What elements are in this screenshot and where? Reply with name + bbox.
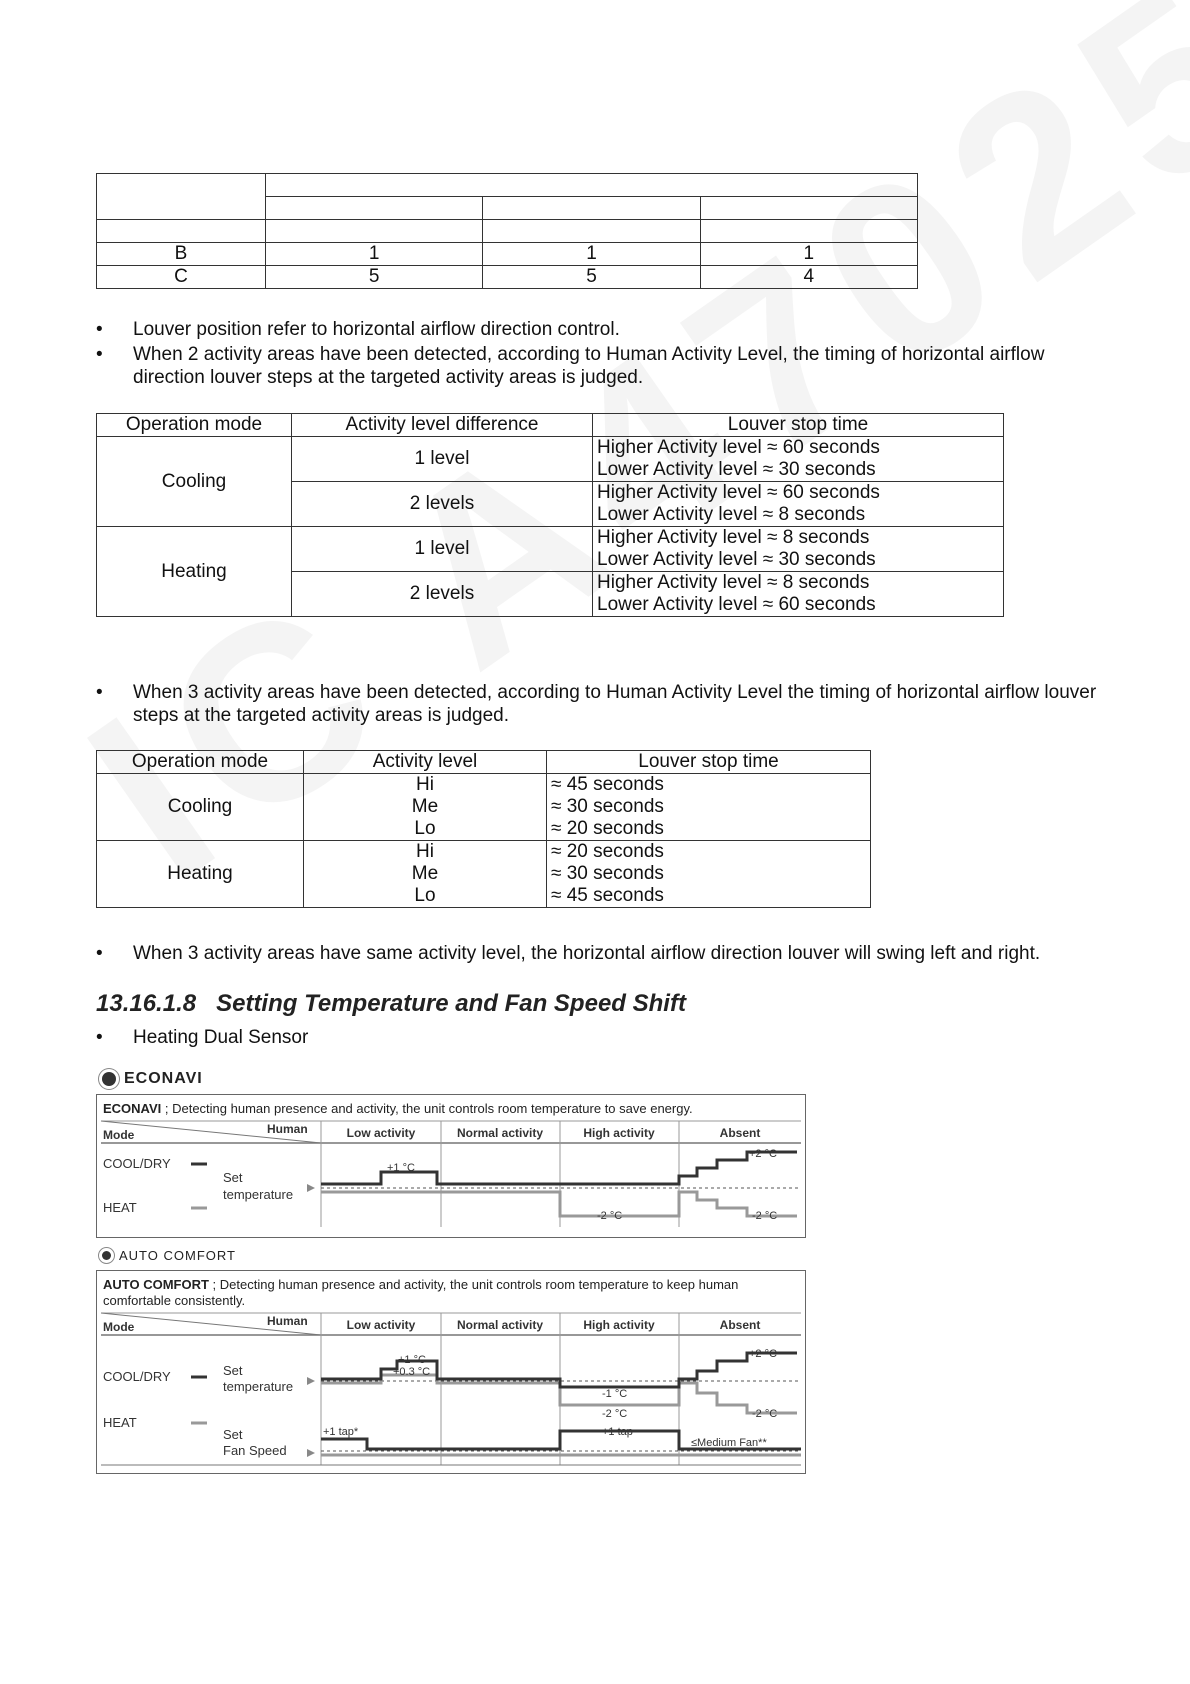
table-row bbox=[97, 266, 918, 289]
bullet-dot: • bbox=[96, 1027, 103, 1048]
bullet-text: When 3 activity areas have been detected, according to Human Activity Level the timing of horizontal airflow louver steps at the targeted activity areas is judged. bbox=[133, 682, 1097, 726]
column-header: Operation mode bbox=[97, 751, 304, 774]
level-value: Hi bbox=[416, 841, 434, 862]
level-value: Me bbox=[411, 796, 439, 817]
row-label: B bbox=[97, 243, 266, 266]
bullet-item bbox=[96, 942, 1106, 965]
autocomfort-desc-line1: AUTO COMFORT ; Detecting human presence and activity, the unit controls room temperature to keep human bbox=[103, 1277, 739, 1292]
high-time: Higher Activity level ≈ 60 seconds bbox=[597, 437, 880, 458]
table-row bbox=[97, 437, 1004, 482]
table-row bbox=[97, 841, 871, 908]
low-time: Lower Activity level ≈ 60 seconds bbox=[597, 594, 876, 615]
table-cell: 1 bbox=[700, 243, 917, 266]
sun-icon bbox=[102, 1251, 111, 1260]
plus-one-label: +1 °C bbox=[387, 1162, 415, 1174]
low-time: Lower Activity level ≈ 8 seconds bbox=[597, 504, 866, 525]
bullet-dot: • bbox=[96, 682, 103, 703]
time-value: ≈ 45 seconds bbox=[551, 774, 664, 795]
plus-one-tap-label: +1 tap bbox=[602, 1426, 633, 1438]
human-label: Human bbox=[267, 1122, 308, 1136]
plus-two-label: +2 °C bbox=[749, 1148, 777, 1160]
bullet-item bbox=[96, 681, 1106, 727]
section-title: Setting Temperature and Fan Speed Shift bbox=[216, 990, 686, 1017]
high-time: Higher Activity level ≈ 60 seconds bbox=[597, 482, 880, 503]
col-absent: Absent bbox=[719, 1126, 761, 1140]
bullet-text: When 2 activity areas have been detected, according to Human Activity Level, the timing of horizontal airflow direction louver steps at the targeted activity areas is judged. bbox=[133, 344, 1045, 388]
table-cell: 5 bbox=[266, 266, 483, 289]
column-header: Louver stop time bbox=[593, 414, 1004, 437]
heat-legend-label: HEAT bbox=[103, 1415, 137, 1430]
level-value: Me bbox=[411, 863, 439, 884]
bullet-text: Heating Dual Sensor bbox=[133, 1027, 309, 1048]
autocomfort-desc-line2: comfortable consistently. bbox=[103, 1293, 246, 1308]
econavi-svg bbox=[97, 1095, 805, 1237]
mode-cell: Cooling bbox=[97, 437, 292, 527]
econavi-logo bbox=[96, 1070, 203, 1088]
time-cell bbox=[547, 841, 871, 908]
mode-label: Mode bbox=[103, 1320, 135, 1334]
column-header: Activity level difference bbox=[292, 414, 593, 437]
diff-cell: 2 levels bbox=[292, 482, 593, 527]
col-high-activity: High activity bbox=[583, 1126, 655, 1140]
level-cell bbox=[304, 841, 547, 908]
autocomfort-logo bbox=[96, 1248, 236, 1263]
col-low-activity: Low activity bbox=[346, 1318, 416, 1332]
time-cell bbox=[593, 437, 1004, 482]
low-time: Lower Activity level ≈ 30 seconds bbox=[597, 459, 876, 480]
level-value: Hi bbox=[416, 774, 434, 795]
louver-position-table bbox=[96, 173, 918, 289]
cool-legend-label: COOL/DRY bbox=[103, 1156, 171, 1171]
section-number: 13.16.1.8 bbox=[96, 990, 197, 1017]
diff-cell: 2 levels bbox=[292, 572, 593, 617]
time-cell bbox=[593, 482, 1004, 527]
bullet-text: When 3 activity areas have same activity level, the horizontal airflow direction louver will swing left and right. bbox=[133, 943, 1041, 964]
arrow-icon bbox=[307, 1377, 315, 1385]
low-time: Lower Activity level ≈ 30 seconds bbox=[597, 549, 876, 570]
col-high-activity: High activity bbox=[583, 1318, 655, 1332]
three-area-louver-table bbox=[96, 750, 871, 908]
plus-point-three-label: +0.3 °C bbox=[393, 1366, 431, 1378]
mode-cell: Heating bbox=[97, 841, 304, 908]
econavi-desc: ECONAVI ; Detecting human presence and activity, the unit controls room temperature to save energy. bbox=[103, 1101, 693, 1116]
time-value: ≈ 30 seconds bbox=[551, 796, 664, 817]
level-cell bbox=[304, 774, 547, 841]
set-label: Set bbox=[223, 1170, 243, 1185]
table-header-row bbox=[97, 414, 1004, 437]
autocomfort-diagram bbox=[96, 1270, 806, 1474]
mode-cell: Cooling bbox=[97, 774, 304, 841]
set-label: Set bbox=[223, 1363, 243, 1378]
medium-fan-label: ≤Medium Fan** bbox=[691, 1437, 767, 1449]
mode-cell: Heating bbox=[97, 527, 292, 617]
logo-text: AUTO COMFORT bbox=[119, 1248, 236, 1263]
time-value: ≈ 45 seconds bbox=[551, 885, 664, 906]
cool-legend-label: COOL/DRY bbox=[103, 1369, 171, 1384]
econavi-diagram bbox=[96, 1094, 806, 1238]
table-cell: 1 bbox=[266, 243, 483, 266]
bullet-text: Louver position refer to horizontal airflow direction control. bbox=[133, 319, 620, 340]
table-row bbox=[97, 527, 1004, 572]
col-absent: Absent bbox=[719, 1318, 761, 1332]
minus-two-label: -2 °C bbox=[602, 1408, 628, 1420]
logo-text: ECONAVI bbox=[124, 1070, 203, 1087]
time-value: ≈ 20 seconds bbox=[551, 818, 664, 839]
section-heading bbox=[96, 990, 686, 1018]
arrow-icon bbox=[307, 1184, 315, 1192]
table-row bbox=[97, 243, 918, 266]
high-time: Higher Activity level ≈ 8 seconds bbox=[597, 527, 870, 548]
bullet-item bbox=[96, 318, 1106, 341]
minus-two-label: -2 °C bbox=[597, 1210, 623, 1222]
mode-label: Mode bbox=[103, 1128, 135, 1142]
sun-icon bbox=[102, 1072, 116, 1086]
minus-two-absent-label: -2 °C bbox=[752, 1408, 778, 1420]
table-cell: 4 bbox=[700, 266, 917, 289]
time-value: ≈ 20 seconds bbox=[551, 841, 664, 862]
table-header-row bbox=[97, 751, 871, 774]
time-cell bbox=[593, 572, 1004, 617]
time-value: ≈ 30 seconds bbox=[551, 863, 664, 884]
two-area-louver-table bbox=[96, 413, 1004, 617]
heat-legend-label: HEAT bbox=[103, 1200, 137, 1215]
bullet-dot: • bbox=[96, 943, 103, 964]
minus-one-label: -1 °C bbox=[602, 1388, 628, 1400]
column-header: Activity level bbox=[304, 751, 547, 774]
bullet-item bbox=[96, 343, 1106, 389]
table-cell: 5 bbox=[483, 266, 700, 289]
time-cell bbox=[593, 527, 1004, 572]
diff-cell: 1 level bbox=[292, 437, 593, 482]
temperature-label: temperature bbox=[223, 1187, 294, 1202]
human-label: Human bbox=[267, 1314, 308, 1328]
fan-set-label: Set bbox=[223, 1427, 243, 1442]
col-normal-activity: Normal activity bbox=[456, 1126, 544, 1140]
fan-speed-label: Fan Speed bbox=[223, 1443, 287, 1458]
table-cell: 1 bbox=[483, 243, 700, 266]
high-time: Higher Activity level ≈ 8 seconds bbox=[597, 572, 870, 593]
row-label: C bbox=[97, 266, 266, 289]
plus-one-label: +1 °C bbox=[398, 1354, 426, 1366]
table-row bbox=[97, 774, 871, 841]
level-value: Lo bbox=[414, 885, 436, 906]
bullet-dot: • bbox=[96, 319, 103, 340]
plus-two-label: +2 °C bbox=[749, 1348, 777, 1360]
plus-one-tap-star-label: +1 tap* bbox=[323, 1426, 359, 1438]
bullet-item bbox=[96, 1026, 1106, 1049]
time-cell bbox=[547, 774, 871, 841]
col-normal-activity: Normal activity bbox=[456, 1318, 544, 1332]
col-low-activity: Low activity bbox=[346, 1126, 416, 1140]
temperature-label: temperature bbox=[223, 1379, 294, 1394]
level-value: Lo bbox=[414, 818, 436, 839]
minus-two-absent-label: -2 °C bbox=[752, 1210, 778, 1222]
autocomfort-svg bbox=[97, 1271, 805, 1473]
diff-cell: 1 level bbox=[292, 527, 593, 572]
column-header: Operation mode bbox=[97, 414, 292, 437]
heat-line bbox=[321, 1192, 797, 1216]
arrow-icon bbox=[307, 1449, 315, 1457]
column-header: Louver stop time bbox=[547, 751, 871, 774]
bullet-dot: • bbox=[96, 344, 103, 365]
